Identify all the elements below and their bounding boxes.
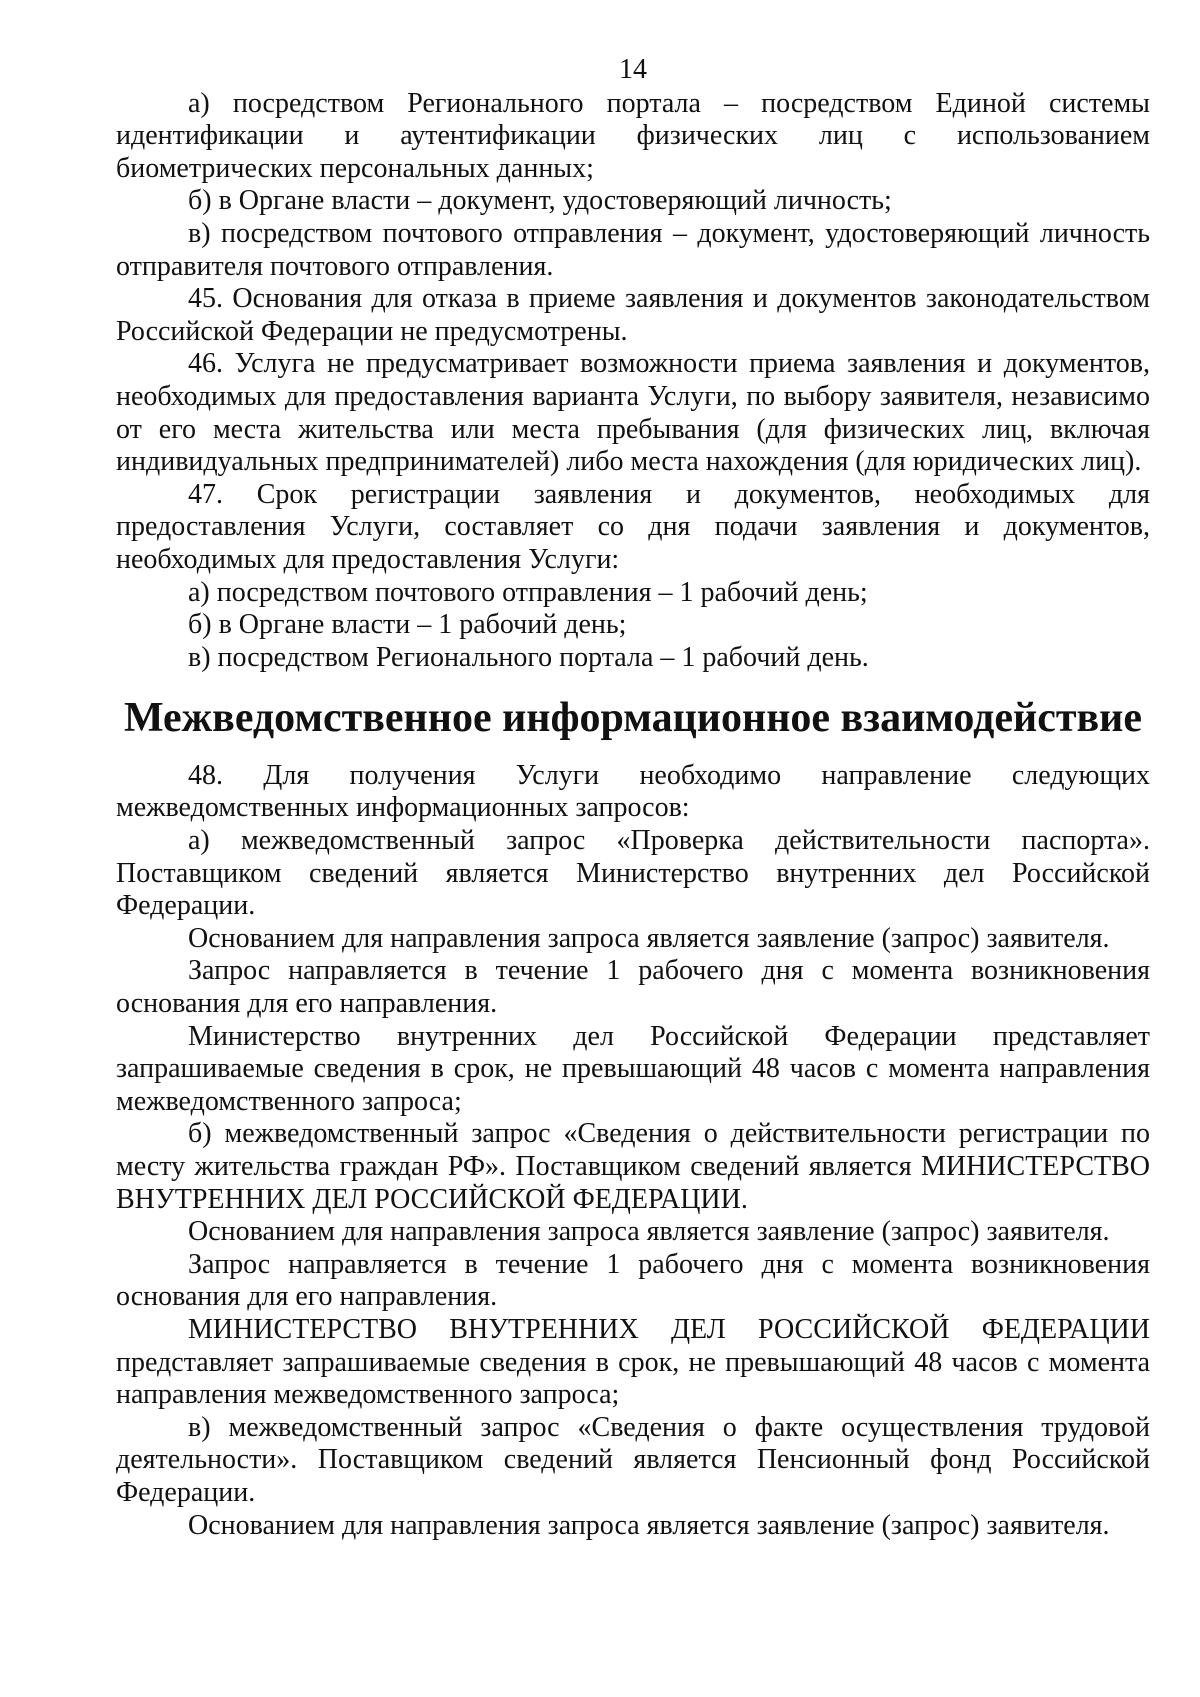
paragraph-1a: а) посредством Регионального портала – посредством Единой системы идентификации и аутентификации физических лиц с использованием биометрических персональных данных; — [116, 87, 1150, 184]
paragraph-1b: б) в Органе власти – документ, удостоверяющий личность; — [188, 185, 892, 217]
paragraph-48c-basis: Основанием для направления запроса является заявление (запрос) заявителя. — [188, 1509, 1110, 1541]
paragraph-48: 48. Для получения Услуги необходимо направление следующих межведомственных информационных запросов: — [116, 759, 1150, 824]
paragraph-48b-response: МИНИСТЕРСТВО ВНУТРЕННИХ ДЕЛ РОССИЙСКОЙ ФЕДЕРАЦИИ представляет запрашиваемые сведения в срок, не превышающий 48 часов с момента направления межведомственного запроса; — [116, 1313, 1150, 1411]
paragraph-48a: а) межведомственный запрос «Проверка действительности паспорта». Поставщиком сведений является Министерство внутренних дел Российской Федерации. — [116, 825, 1150, 922]
paragraph-47a: а) посредством почтового отправления – 1 рабочий день; — [188, 576, 868, 608]
paragraph-47b: б) в Органе власти – 1 рабочий день; — [188, 609, 627, 641]
paragraph-48b-term: Запрос направляется в течение 1 рабочего дня с момента возникновения основания для его направления. — [116, 1248, 1150, 1313]
paragraph-48c: в) межведомственный запрос «Сведения о факте осуществления трудовой деятельности». Поставщиком сведений является Пенсионный фонд Российской Федерации. — [116, 1411, 1150, 1508]
paragraph-48a-term: Запрос направляется в течение 1 рабочего дня с момента возникновения основания для его направления. — [116, 955, 1150, 1020]
paragraph-48b: б) межведомственный запрос «Сведения о действительности регистрации по месту жительства граждан РФ». Поставщиком сведений является МИНИСТЕРСТВО ВНУТРЕННИХ ДЕЛ РОССИЙСКОЙ ФЕДЕРАЦИИ. — [116, 1118, 1150, 1215]
paragraph-48a-basis: Основанием для направления запроса является заявление (запрос) заявителя. — [188, 922, 1110, 954]
paragraph-46: 46. Услуга не предусматривает возможности приема заявления и документов, необходимых для предоставления варианта Услуги, по выбору заявителя, независимо от его места жительства или места пребывания (для физических лиц, включая индивидуальных предпринимателей) либо места нахождения (для юридических лиц). — [116, 348, 1150, 478]
paragraph-47c: в) посредством Регионального портала – 1 рабочий день. — [188, 641, 869, 673]
paragraph-45: 45. Основания для отказа в приеме заявления и документов законодательством Российской Федерации не предусмотрены. — [116, 283, 1150, 347]
paragraph-47: 47. Срок регистрации заявления и документов, необходимых для предоставления Услуги, составляет со дня подачи заявления и документов, необходимых для предоставления Услуги: — [116, 478, 1150, 575]
document-page — [116, 54, 1150, 1542]
page-number: 14 — [619, 54, 647, 85]
paragraph-1c: в) посредством почтового отправления – документ, удостоверяющий личность отправителя почтового отправления. — [116, 217, 1150, 282]
paragraph-48a-response: Министерство внутренних дел Российской Федерации представляет запрашиваемые сведения в срок, не превышающий 48 часов с момента направления межведомственного запроса; — [116, 1020, 1150, 1117]
paragraph-48b-basis: Основанием для направления запроса является заявление (запрос) заявителя. — [188, 1216, 1110, 1248]
section-heading: Межведомственное информационное взаимодействие — [123, 695, 1143, 742]
